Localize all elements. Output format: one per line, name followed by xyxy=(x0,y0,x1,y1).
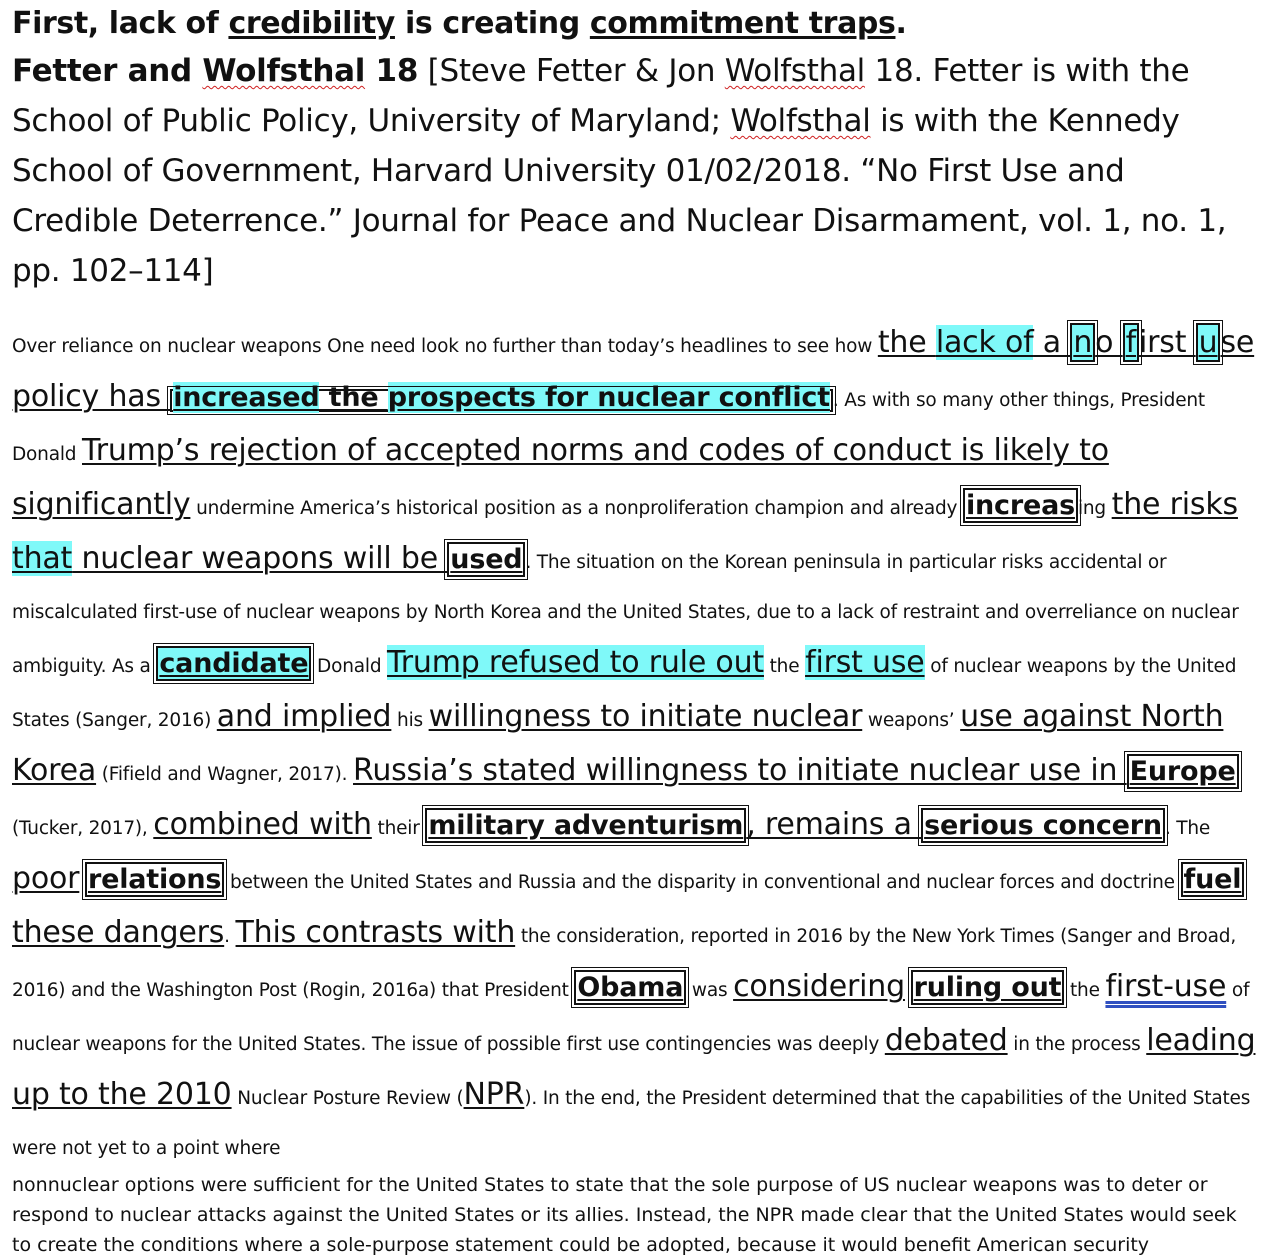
tag-text: First, lack of xyxy=(12,6,229,41)
card-text: was xyxy=(686,980,734,1001)
citation-author xyxy=(12,53,418,89)
card-boxed-highlight: n xyxy=(1070,323,1095,362)
card-boxed-emphasis: used xyxy=(447,542,525,577)
card-boxed-emphasis: serious concern xyxy=(921,808,1165,843)
card-underlined: se policy has xyxy=(12,325,1255,414)
card-underlined: the xyxy=(877,325,936,360)
card-underlined: This contrasts with xyxy=(235,915,516,950)
card-text: between the United States and Russia and the disparity in conventional and nuclear forces and doctrine xyxy=(224,872,1181,893)
card-underlined: use against North Korea xyxy=(12,699,1224,788)
card-underlined: and implied xyxy=(216,699,392,734)
citation xyxy=(12,46,1260,296)
card-highlight: that xyxy=(12,541,73,576)
card-text: . The situation on the Korean peninsula in particular risks accidental or miscalculated first-use of nuclear weapons by North Korea and the United States, due to a lack of restraint and overreliance on nuclear ambiguity. As a xyxy=(12,552,1239,677)
card-text: the xyxy=(1064,980,1106,1001)
card-text: the consideration, reported in 2016 by the New York Times (Sanger and Broad, 2016) and the Washington Post (Rogin, 2016a) that President xyxy=(12,926,1237,1001)
tag-text-underlined: credibility xyxy=(228,6,395,41)
card-underlined: NPR xyxy=(463,1077,525,1112)
tag-text-underlined: commitment traps xyxy=(589,6,896,41)
card-underlined: considering xyxy=(733,969,905,1004)
card-text xyxy=(905,980,911,1001)
card-text: ing xyxy=(1077,498,1112,519)
card-underlined: Trump’s rejection of accepted norms and codes of conduct is likely to significantly xyxy=(12,433,1109,522)
card-emphasis-highlight: increased xyxy=(173,382,320,413)
card-body-continued xyxy=(12,1170,1260,1260)
card-boxed-phrase xyxy=(170,382,833,413)
card-body xyxy=(12,318,1260,1174)
citation-text: [Steve Fetter & Jon xyxy=(418,53,725,89)
author-name: Fetter xyxy=(12,53,118,89)
card-text: ). In the end, the President determined that the capabilities of the United States were not yet to a point where xyxy=(12,1088,1251,1159)
card-underlined: willingness to initiate nuclear xyxy=(428,699,863,734)
tag-text: is creating xyxy=(394,6,590,41)
card-underlined: a xyxy=(1033,325,1071,360)
card-boxed-highlight: u xyxy=(1196,323,1221,362)
card-highlight: Trump refused to rule out xyxy=(387,645,764,680)
citation-text: is with the Kennedy School of Government, Harvard University 01/02/2018. “No First Use and Credible Deterrence.” Journal for Peace and Nuclear Disarmament, vol. 1, no. 1, pp. 102–114] xyxy=(12,103,1227,289)
card-underlined: nuclear weapons will be xyxy=(72,541,448,576)
card-underlined: combined with xyxy=(153,807,372,842)
card-underlined: the risks xyxy=(1111,487,1238,522)
card-text: his xyxy=(391,710,429,731)
card-underlined: o xyxy=(1095,325,1123,360)
card-boxed-emphasis: Europe xyxy=(1127,754,1239,789)
card-text: . xyxy=(224,926,236,947)
tag-text: . xyxy=(895,6,907,41)
card-highlight: first use xyxy=(805,645,925,680)
card-emphasis: the xyxy=(319,382,388,413)
author-name-spellcheck: Wolfsthal xyxy=(202,53,366,89)
card-boxed-emphasis: military adventurism xyxy=(425,808,746,843)
card-text: their xyxy=(371,818,426,839)
card-text: . As with so many other things, President Donald xyxy=(12,390,1205,465)
card-text: in the process xyxy=(1007,1034,1147,1055)
card-underlined: irst xyxy=(1139,325,1196,360)
card-text: Over reliance on nuclear weapons One need look no further than today’s headlines to see how xyxy=(12,336,878,357)
card-underlined: , remains a xyxy=(746,807,922,842)
card-text: the xyxy=(763,656,806,677)
card-boxed-highlight: f xyxy=(1123,323,1139,362)
card-underlined: Russia’s stated willingness to initiate nuclear use in xyxy=(353,753,1127,788)
card-boxed-emphasis: ruling out xyxy=(911,970,1065,1005)
card-boxed-emphasis-highlight: candidate xyxy=(156,646,311,681)
citation-text: 18. Fetter is with the School of Public Policy, University of Maryland; xyxy=(12,53,1190,139)
card-text: of nuclear weapons by the United States (Sanger, 2016) xyxy=(12,656,1237,731)
card-text: undermine America’s historical position as a nonproliferation champion and already xyxy=(190,498,963,519)
card-boxed-emphasis: relations xyxy=(85,862,224,897)
card-boxed-emphasis: increas xyxy=(963,488,1078,523)
author-year: 18 xyxy=(365,53,419,89)
card-text: . The xyxy=(1164,818,1211,839)
card-double-underlined: first-use xyxy=(1105,969,1227,1004)
citation-spellcheck-word: Wolfsthal xyxy=(724,53,865,89)
card-underlined: debated xyxy=(884,1023,1008,1058)
card-text: (Tucker, 2017), xyxy=(12,818,154,839)
card-text: Nuclear Posture Review ( xyxy=(231,1088,464,1109)
card-text: Donald xyxy=(311,656,388,677)
citation-spellcheck-word: Wolfsthal xyxy=(730,103,871,139)
card-tag xyxy=(12,2,1260,46)
card-text: weapons’ xyxy=(862,710,961,731)
card-underlined: poor xyxy=(12,861,80,896)
card-boxed-emphasis: fuel xyxy=(1181,862,1245,897)
card-text: (Fifield and Wagner, 2017). xyxy=(96,764,354,785)
card-highlight: lack of xyxy=(935,325,1034,360)
card-emphasis-highlight: prospects for nuclear conflict xyxy=(387,382,830,413)
card-boxed-emphasis: Obama xyxy=(574,970,686,1005)
card-text: nonnuclear options were sufficient for the United States to state that the sole purpose of US nuclear weapons was to deter or respond to nuclear attacks against the United States or its allies. Instead, the NPR made clear that the United States would seek to create the conditions where a sole-purpose statement could be adopted, because it would benefit American security xyxy=(12,1174,1237,1256)
card-text: of nuclear weapons for the United States. The issue of possible first use contingencies was deeply xyxy=(12,980,1250,1055)
author-text: and xyxy=(117,53,203,89)
card-underlined: these dangers xyxy=(12,915,225,950)
card-underlined: leading up to the 2010 xyxy=(12,1023,1256,1112)
